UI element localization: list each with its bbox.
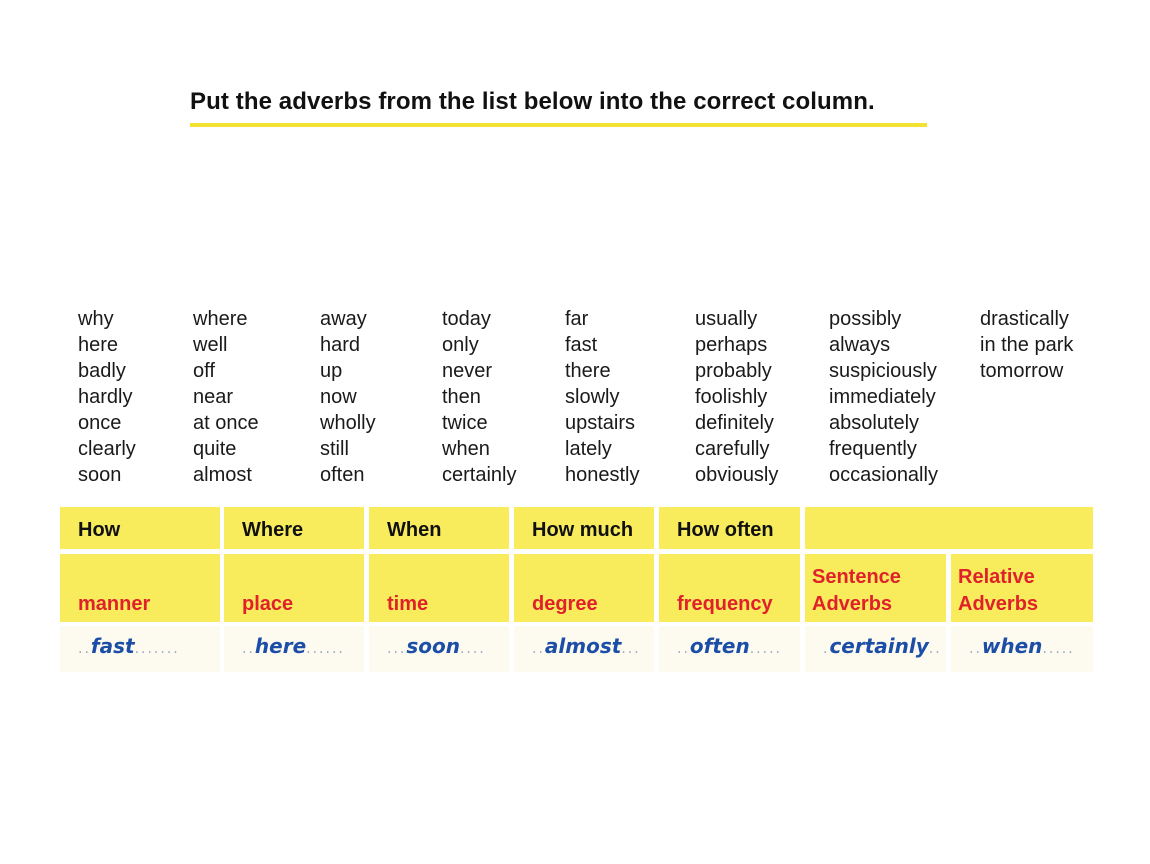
- word-item: drastically: [980, 308, 1069, 330]
- word-item: quite: [193, 438, 237, 460]
- answer-cell: [951, 626, 1093, 672]
- word-item: soon: [78, 464, 122, 486]
- title-underline: [190, 123, 927, 127]
- word-item: twice: [442, 412, 488, 434]
- word-item: far: [565, 308, 589, 330]
- answer-cell: [514, 626, 654, 672]
- example-answer: ..often.....: [677, 634, 782, 658]
- type-cell-sentence: [805, 554, 946, 622]
- answer-cell: [224, 626, 364, 672]
- type-cell-manner: [60, 554, 220, 622]
- word-item: then: [442, 386, 481, 408]
- word-column-3: [320, 306, 376, 488]
- word-column-1: [78, 306, 136, 488]
- word-item: upstairs: [565, 412, 636, 434]
- answer-cell: [60, 626, 220, 672]
- question-label: When: [387, 519, 442, 541]
- word-item: there: [565, 360, 611, 382]
- example-answer: ..here......: [242, 634, 345, 658]
- question-cell-how: [60, 507, 220, 549]
- question-cell-where: [224, 507, 364, 549]
- adverb-type-label: manner: [78, 593, 151, 615]
- question-label: How often: [677, 519, 774, 541]
- word-item: clearly: [78, 438, 136, 460]
- adverb-type-label: Relative Adverbs: [958, 566, 1039, 615]
- word-item: perhaps: [695, 334, 768, 356]
- word-item: once: [78, 412, 122, 434]
- type-cell-time: [369, 554, 509, 622]
- word-item: here: [78, 334, 119, 356]
- word-item: always: [829, 334, 891, 356]
- word-item: at once: [193, 412, 259, 434]
- example-answer: .certainly..: [823, 634, 942, 658]
- word-item: frequently: [829, 438, 917, 460]
- question-label: Where: [242, 519, 304, 541]
- example-answer: ..when.....: [969, 634, 1075, 658]
- adverb-type-label: place: [242, 593, 294, 615]
- example-answer: ..fast.......: [78, 634, 180, 658]
- type-cell-frequency: [659, 554, 800, 622]
- word-item: possibly: [829, 308, 902, 330]
- word-item: foolishly: [695, 386, 768, 408]
- word-item: well: [193, 334, 228, 356]
- word-column-4: [442, 306, 516, 488]
- word-item: definitely: [695, 412, 774, 434]
- word-item: why: [78, 308, 114, 330]
- type-cell-relative: [951, 554, 1093, 622]
- word-item: only: [442, 334, 479, 356]
- word-column-6: [695, 306, 778, 488]
- word-item: immediately: [829, 386, 936, 408]
- question-cell-how-much: [514, 507, 654, 549]
- word-column-8: [980, 306, 1073, 384]
- word-item: near: [193, 386, 234, 408]
- question-cell-when: [369, 507, 509, 549]
- question-label: How much: [532, 519, 634, 541]
- word-item: almost: [193, 464, 252, 486]
- word-item: hardly: [78, 386, 133, 408]
- word-item: fast: [565, 334, 598, 356]
- word-item: honestly: [565, 464, 640, 486]
- word-item: carefully: [695, 438, 770, 460]
- example-answer: ..almost...: [532, 634, 641, 658]
- adverb-word-list: [0, 306, 1150, 496]
- word-item: occasionally: [829, 464, 938, 486]
- word-column-7: [829, 306, 938, 488]
- word-item: never: [442, 360, 493, 382]
- word-item: slowly: [565, 386, 620, 408]
- word-item: up: [320, 360, 343, 382]
- word-item: in the park: [980, 334, 1074, 356]
- instruction-title: Put the adverbs from the list below into the correct column.: [190, 88, 875, 115]
- word-item: suspiciously: [829, 360, 937, 382]
- answer-cell: [659, 626, 800, 672]
- word-item: usually: [695, 308, 758, 330]
- question-label: How: [78, 519, 121, 541]
- type-cell-place: [224, 554, 364, 622]
- word-item: hard: [320, 334, 361, 356]
- word-item: obviously: [695, 464, 779, 486]
- word-item: often: [320, 464, 365, 486]
- adverb-type-label: Sentence Adverbs: [812, 566, 901, 615]
- word-item: badly: [78, 360, 126, 382]
- word-item: away: [320, 308, 367, 330]
- word-item: absolutely: [829, 412, 920, 434]
- adverb-type-label: time: [387, 593, 429, 615]
- question-cell-how-often: [659, 507, 800, 549]
- word-item: lately: [565, 438, 612, 460]
- adverb-type-label: degree: [532, 593, 598, 615]
- word-column-5: [565, 306, 640, 488]
- word-item: wholly: [320, 412, 376, 434]
- word-column-2: [193, 306, 259, 488]
- word-item: where: [193, 308, 248, 330]
- word-item: when: [442, 438, 490, 460]
- word-item: now: [320, 386, 357, 408]
- question-cell-empty: [805, 507, 1093, 549]
- word-item: still: [320, 438, 349, 460]
- word-item: certainly: [442, 464, 517, 486]
- word-item: probably: [695, 360, 772, 382]
- type-cell-degree: [514, 554, 654, 622]
- word-item: off: [193, 360, 215, 382]
- word-item: today: [442, 308, 491, 330]
- adverb-type-label: frequency: [677, 593, 773, 615]
- answer-cell: [369, 626, 509, 672]
- answer-cell: [805, 626, 946, 672]
- word-item: tomorrow: [980, 360, 1064, 382]
- example-answer: ...soon....: [387, 634, 486, 658]
